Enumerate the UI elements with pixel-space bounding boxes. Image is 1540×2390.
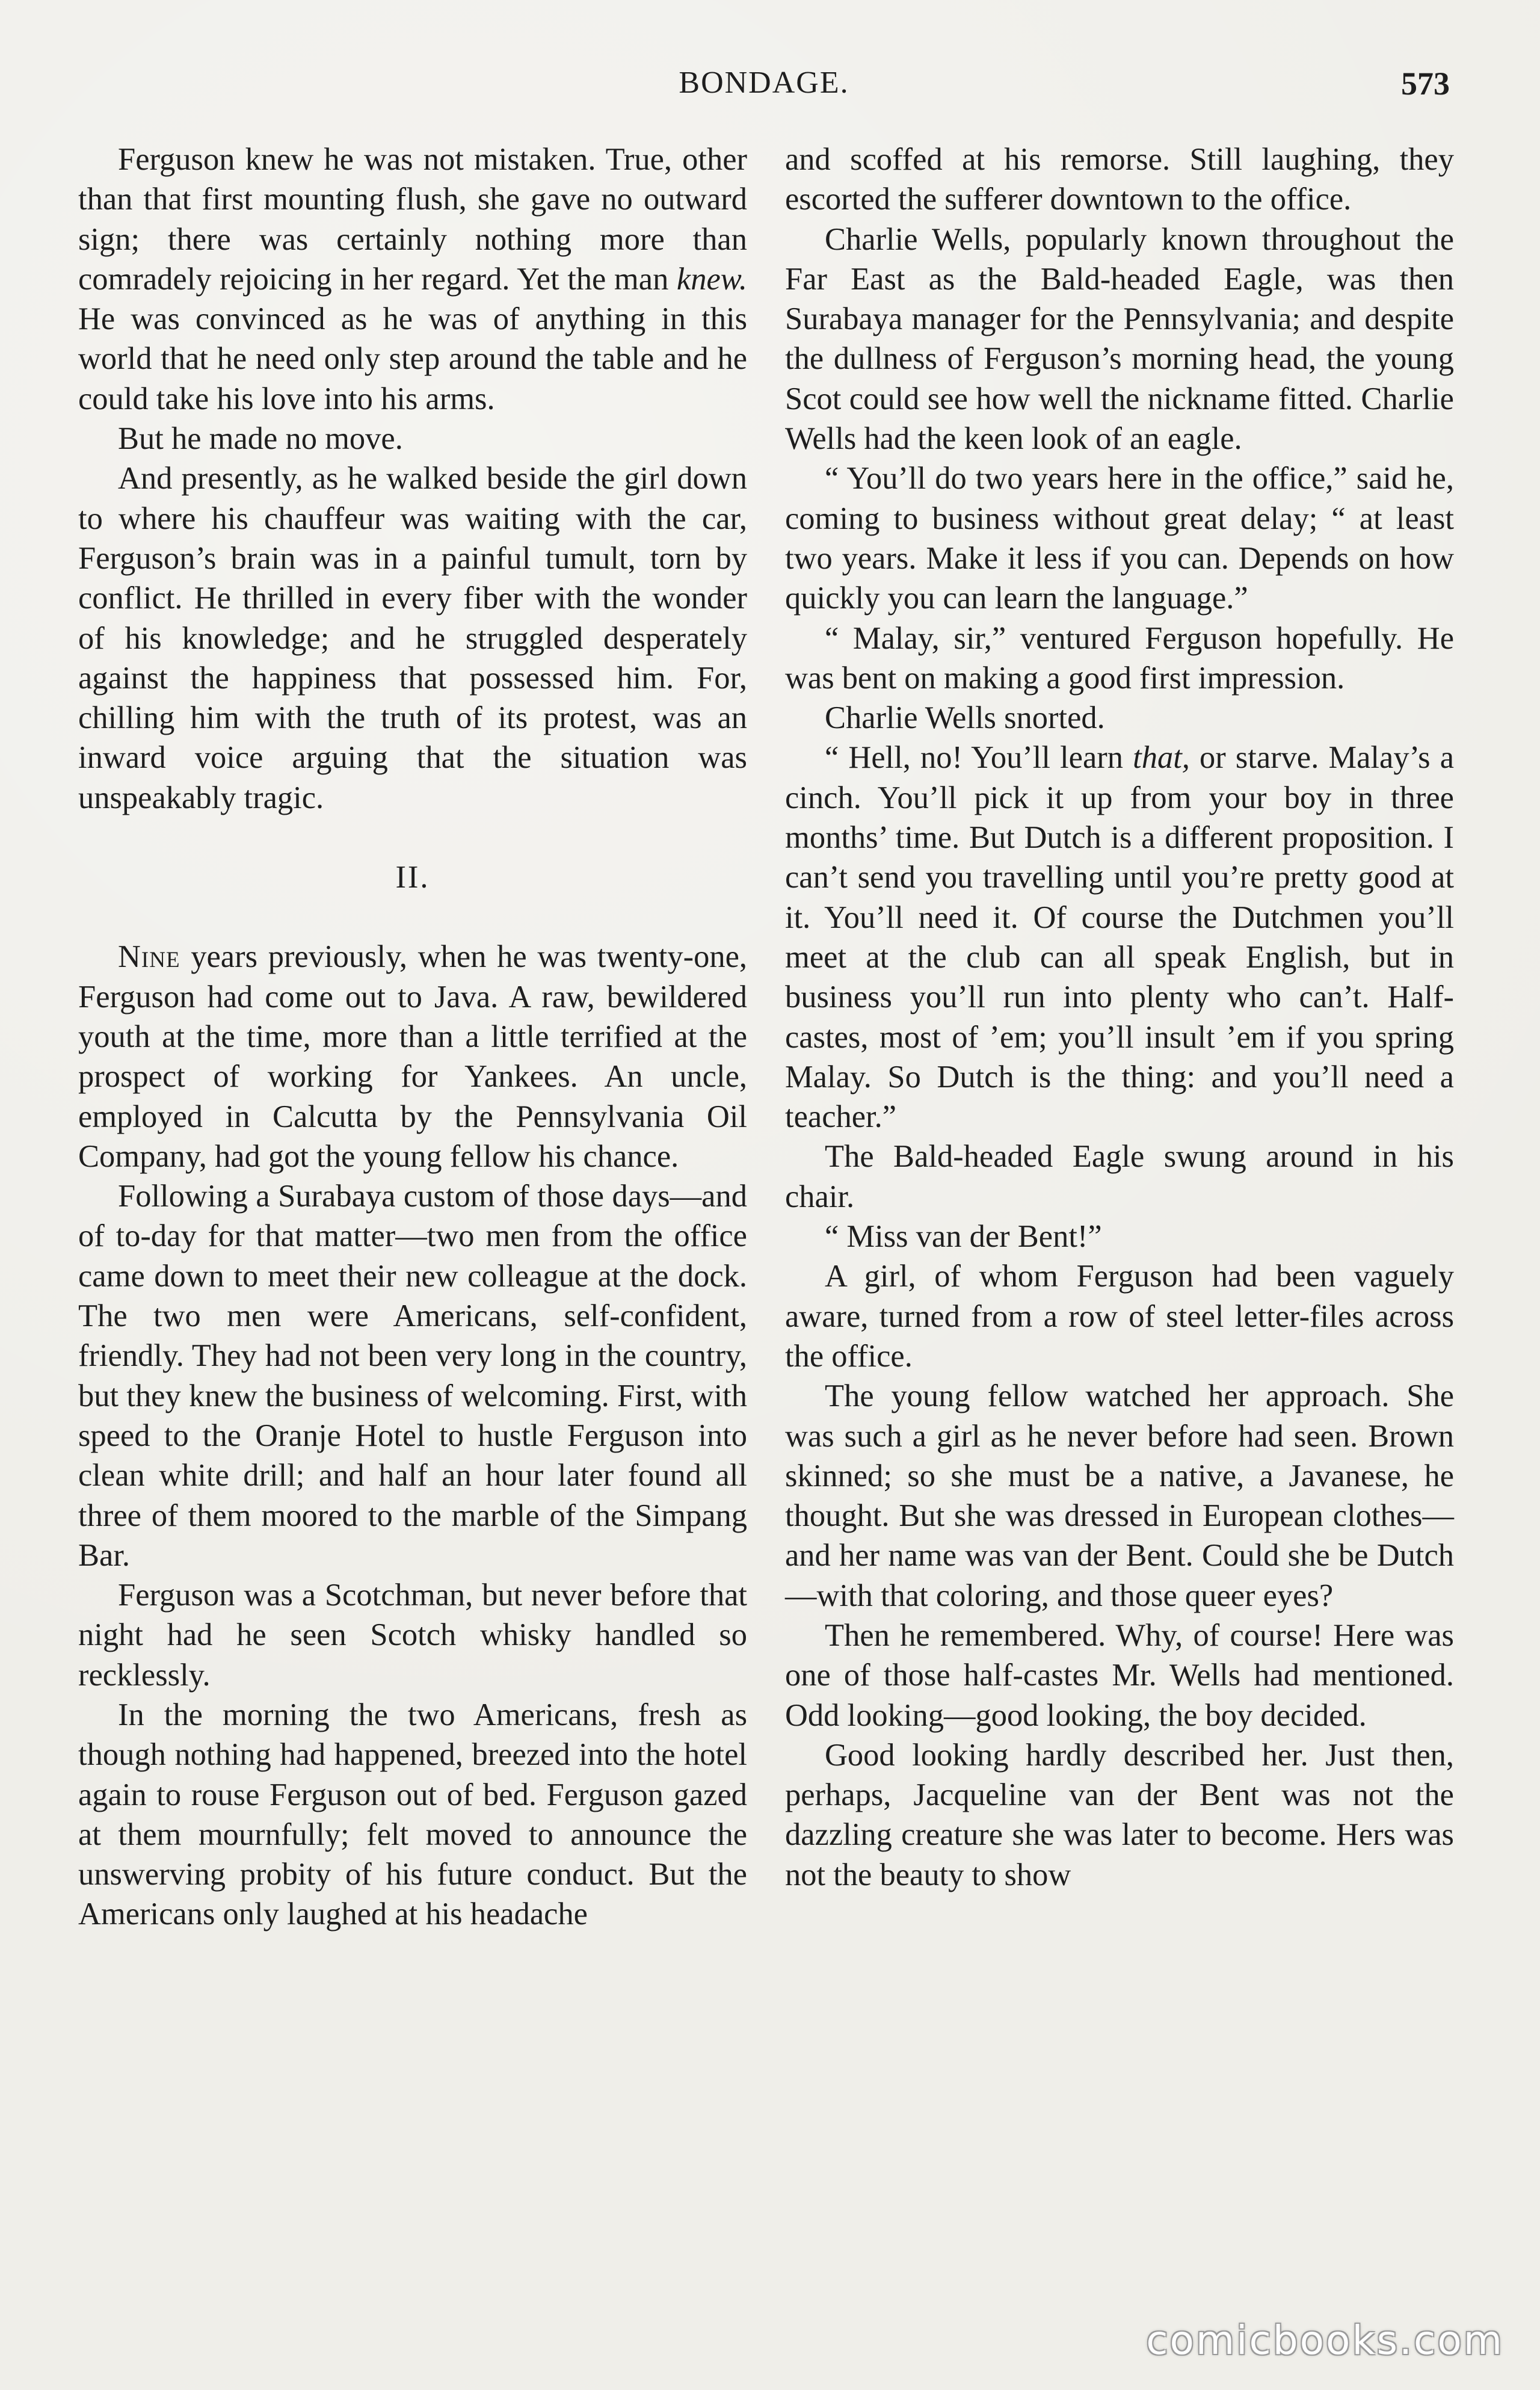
left-column [78, 140, 747, 1935]
right-column [785, 140, 1454, 1895]
paragraph: Ferguson knew he was not mistaken. True, other than that first mounting flush, she gave no outward sign; there was certainly nothing more than comradely rejoicing in her regard. Yet the man knew. He was convinced as he was of anything in this world that he need only step around the table and he could take his love into his arms. [78, 142, 747, 416]
section-heading: II. [395, 860, 430, 895]
paragraph: “ You’ll do two years here in the office,” said he, coming to business without great delay; “ at least two years. Make it less if you can. Depends on how quickly you can learn the language.” [785, 461, 1454, 616]
paragraph: Then he remembered. Why, of course! Here was one of those half-castes Mr. Wells had mentioned. Odd looking—good looking, the boy decided. [785, 1617, 1454, 1733]
paragraph: Good looking hardly described her. Just then, perhaps, Jacqueline van der Bent was not the dazzling creature she was later to become. Hers was not the beauty to show [785, 1737, 1454, 1892]
paragraph: Nine years previously, when he was twenty-one, Ferguson had come out to Java. A raw, bewildered youth at the time, more than a little terrified at the prospect of working for Yankees. An uncle, employed in Calcutta by the Pennsylvania Oil Company, had got the young fellow his chance. [78, 939, 747, 1174]
paragraph-continued: and scoffed at his remorse. Still laughing, they escorted the sufferer downtown to the office. [785, 142, 1454, 217]
paragraph: Charlie Wells snorted. [825, 700, 1105, 736]
paragraph: But he made no move. [118, 421, 403, 457]
paragraph: And presently, as he walked beside the girl down to where his chauffeur was waiting with the car, Ferguson’s brain was in a painful tumult, torn by conflict. He thrilled in every fiber with the wonder of his knowledge; and he struggled desperately against the happiness that possessed him. For, chilling him with the truth of its protest, was an inward voice arguing that the situation was unspeakably tragic. [78, 461, 747, 815]
page-number: 573 [1401, 66, 1450, 102]
watermark: comicbooks.com [1146, 2317, 1504, 2364]
paragraph: The young fellow watched her approach. She was such a girl as he never before had seen. Brown skinned; so she must be a native, a Javanese, he thought. But she was dressed in European clothes—and her name was van der Bent. Could she be Dutch—with that coloring, and those queer eyes? [785, 1379, 1454, 1613]
paragraph: “ Malay, sir,” ventured Ferguson hopefully. He was bent on making a good first impression. [785, 620, 1454, 696]
paragraph: Charlie Wells, popularly known throughout the Far East as the Bald-headed Eagle, was then Surabaya manager for the Pennsylvania; and despite the dullness of Ferguson’s morning head, the young Scot could see how well the nickname fitted. Charlie Wells had the keen look of an eagle. [785, 221, 1454, 457]
running-head [78, 65, 1450, 113]
running-title: BONDAGE. [679, 66, 849, 100]
paragraph: In the morning the two Americans, fresh as though nothing had happened, breezed into the hotel again to rouse Ferguson out of bed. Ferguson gazed at them mournfully; felt moved to announce the unswerving probity of his future conduct. But the Americans only laughed at his headache [78, 1697, 747, 1932]
paragraph: The Bald-headed Eagle swung around in his chair. [785, 1139, 1454, 1214]
paragraph: Following a Surabaya custom of those days—and of to-day for that matter—two men from the office came down to meet their new colleague at the dock. The two men were Americans, self-confident, friendly. They had not been very long in the country, but they knew the business of welcoming. First, with speed to the Oranje Hotel to hustle Ferguson into clean white drill; and half an hour later found all three of them moored to the marble of the Simpang Bar. [78, 1179, 747, 1573]
paragraph: A girl, of whom Ferguson had been vaguely aware, turned from a row of steel letter-files across the office. [785, 1259, 1454, 1374]
paragraph: “ Hell, no! You’ll learn that, or starve. Malay’s a cinch. You’ll pick it up from your boy in three months’ time. But Dutch is a different proposition. I can’t send you travelling until you’re pretty good at it. You’ll need it. Of course the Dutchmen you’ll meet at the club can all speak English, but in business you’ll run into plenty who can’t. Half-castes, most of ’em; you’ll insult ’em if you spring Malay. So Dutch is the thing: and you’ll need a teacher.” [785, 740, 1454, 1135]
paragraph: Ferguson was a Scotchman, but never before that night had he seen Scotch whisky handled so recklessly. [78, 1578, 747, 1693]
lead-word: Nine [118, 939, 180, 975]
paragraph: “ Miss van der Bent!” [825, 1219, 1102, 1255]
